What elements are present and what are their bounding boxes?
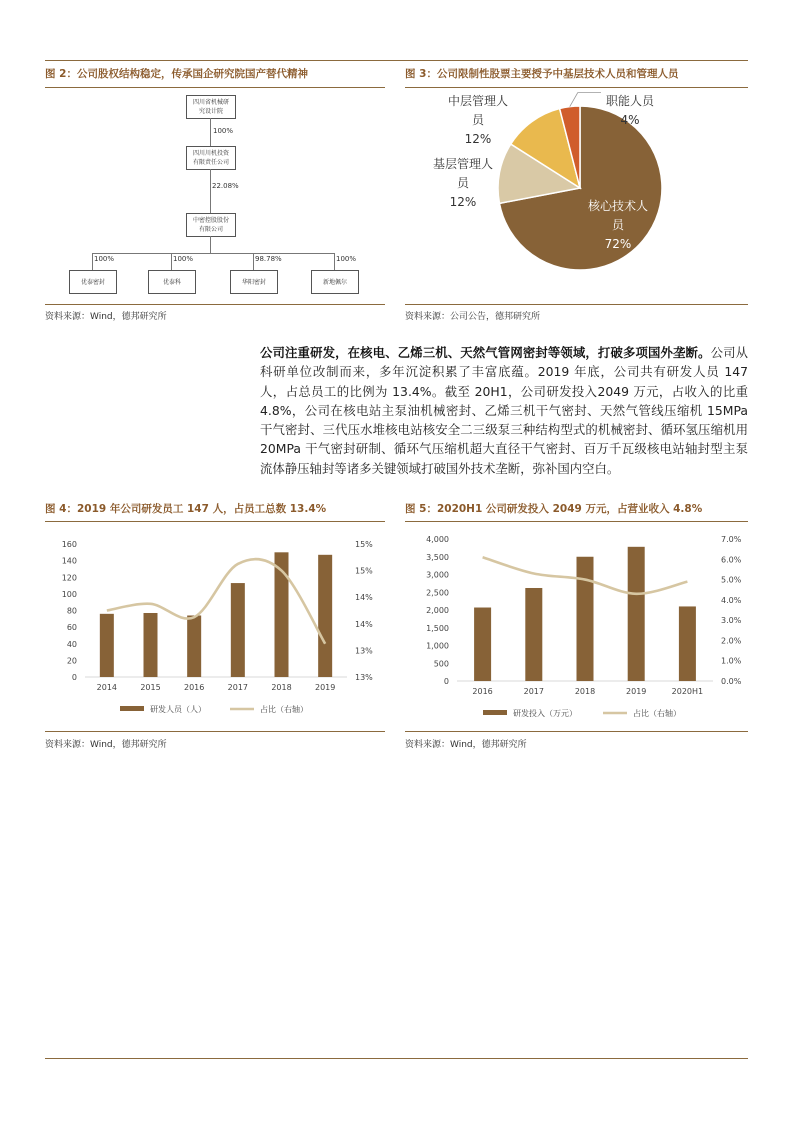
y2-tick-2: 14%: [355, 619, 373, 629]
pie-label-1-1: 员: [456, 176, 470, 190]
sub-box-4: 新地佩尔: [311, 270, 359, 294]
ownership-company-line2: 有限公司: [198, 226, 223, 233]
x-tick-2019: 2019: [626, 687, 647, 696]
bar-2017: [231, 583, 245, 677]
legend-bar-label: 研发人员（人）: [150, 705, 206, 714]
y2-tick-5: 15%: [355, 540, 373, 549]
sub-pct-4: 100%: [336, 255, 357, 263]
fig5-bottom-rule: [405, 731, 748, 732]
ownership-pct-top: 100%: [213, 127, 234, 135]
legend-line-label: 占比（右轴）: [633, 709, 681, 718]
ownership-branch-4: [334, 253, 335, 270]
pie-leader-line: [570, 93, 601, 107]
x-tick-2014: 2014: [96, 683, 118, 692]
x-tick-2017: 2017: [523, 687, 544, 696]
y-tick-8: 160: [61, 540, 77, 549]
y-tick-8: 4,000: [426, 535, 449, 544]
ownership-top-line1: 四川省机械研: [192, 99, 229, 106]
fig4-title: 图 4：2019 年公司研发员工 147 人，占员工总数 13.4%: [45, 503, 327, 515]
y-tick-7: 3,500: [426, 552, 449, 562]
y2-tick-6: 6.0%: [721, 555, 742, 565]
fig5-title: 图 5：2020H1 公司研发投入 2049 万元，占营业收入 4.8%: [405, 503, 703, 515]
ownership-branch-3: [253, 253, 254, 270]
pie-label-0-1: 员: [611, 218, 625, 232]
ownership-company-box: [186, 213, 236, 237]
y-tick-3: 60: [66, 623, 77, 633]
ownership-branch-1: [92, 253, 93, 270]
fig3-bottom-rule: [405, 304, 748, 305]
ownership-top-box: [186, 95, 236, 119]
legend-bar-label: 研发投入（万元）: [513, 709, 577, 718]
ownership-mid-box: [186, 146, 236, 170]
y2-tick-0: 13%: [355, 673, 373, 682]
ownership-mid-line2: 有限责任公司: [192, 159, 229, 166]
y-tick-4: 80: [66, 606, 77, 616]
ownership-link-1: [210, 118, 211, 146]
sub-box-2: 优泰科: [148, 270, 196, 294]
ownership-pct-mid: 22.08%: [212, 182, 239, 190]
ownership-link-3: [210, 236, 211, 253]
fig2-title-rule: [45, 87, 385, 88]
rd-investment-chart: [405, 528, 748, 728]
pie-label-1-2: 12%: [449, 195, 477, 209]
x-tick-2017: 2017: [227, 683, 249, 692]
legend-bar-swatch: [120, 706, 144, 711]
x-tick-2016: 2016: [472, 687, 493, 696]
bar-2020H1: [679, 606, 696, 681]
legend-line-label: 占比（右轴）: [260, 705, 308, 714]
y-tick-6: 120: [61, 573, 77, 583]
legend-bar-swatch: [483, 710, 507, 715]
x-tick-2019: 2019: [314, 683, 336, 692]
y-tick-5: 2,500: [426, 588, 449, 598]
footer-rule: [45, 1058, 748, 1059]
bar-2014: [100, 614, 114, 677]
ownership-mid-line1: 四川川机投资: [192, 150, 229, 157]
x-tick-2015: 2015: [140, 683, 161, 692]
y-tick-5: 100: [61, 589, 77, 599]
sub-box-3: 华阳密封: [230, 270, 278, 294]
ownership-company-line1: 中密控股股份: [192, 217, 229, 224]
y2-tick-3: 3.0%: [721, 616, 742, 626]
y2-tick-3: 14%: [355, 593, 373, 603]
x-tick-2020H1: 2020H1: [671, 687, 704, 696]
y2-tick-5: 5.0%: [721, 575, 742, 585]
fig4-source: 资料来源：Wind，德邦研究所: [45, 740, 167, 750]
y-tick-6: 3,000: [426, 570, 449, 580]
y2-tick-1: 13%: [355, 646, 373, 656]
pie-label-0-2: 72%: [604, 237, 632, 251]
ownership-top-line2: 究设计院: [198, 108, 223, 115]
bar-2019: [318, 555, 332, 677]
bar-2016: [187, 615, 201, 677]
fig2-title: 图 2：公司股权结构稳定，传承国企研究院国产替代精神: [45, 68, 308, 80]
x-tick-2018: 2018: [574, 687, 596, 696]
sub-pct-3: 98.78%: [255, 255, 282, 263]
x-tick-2016: 2016: [183, 683, 205, 692]
y-tick-2: 40: [66, 639, 77, 649]
fig5-title-rule: [405, 521, 748, 522]
y-tick-1: 500: [433, 659, 449, 669]
y2-tick-4: 4.0%: [721, 595, 742, 605]
sub-pct-1: 100%: [94, 255, 115, 263]
pie-chart: [405, 88, 748, 302]
pie-label-0-0: 核心技术人: [587, 199, 649, 213]
fig2-bottom-rule: [45, 304, 385, 305]
sub-pct-2: 100%: [173, 255, 194, 263]
rd-paragraph: [260, 343, 748, 478]
y2-tick-4: 15%: [355, 566, 373, 576]
y-tick-2: 1,000: [426, 641, 449, 651]
bar-2016: [474, 608, 491, 681]
pie-label-3-1: 4%: [620, 113, 640, 127]
bar-2015: [144, 613, 158, 677]
ownership-link-2: [210, 169, 211, 213]
ownership-branch-2: [171, 253, 172, 270]
fig3-title: 图 3：公司限制性股票主要授予中基层技术人员和管理人员: [405, 68, 679, 80]
y2-tick-2: 2.0%: [721, 636, 742, 646]
y-tick-4: 2,000: [426, 606, 449, 615]
pie-label-2-2: 12%: [464, 132, 492, 146]
y-tick-0: 0: [443, 677, 449, 686]
rd-staff-chart: [45, 528, 385, 728]
x-tick-2018: 2018: [271, 683, 292, 692]
fig3-source: 资料来源：公司公告，德邦研究所: [405, 312, 541, 322]
bar-2019: [628, 547, 645, 681]
header-rule: [45, 60, 748, 61]
pie-label-2-1: 员: [471, 113, 485, 127]
ownership-branch-bar: [92, 253, 335, 254]
rd-paragraph-body: 公司从科研单位改制而来，多年沉淀积累了丰富底蕴。2019 年底，公司共有研发人员 147 人，占总员工的比例为 13.4%。截至 20H1，公司研发投入2049 万元，占收入的比重 4.8%，公司在核电站主泵油机械密封、乙烯三机干气密封、天然气管线压缩机 15MPa 干气密封、三代压水堆核电站核安全二三级泵三种结构型式的机械密封、循环氢压缩机用 20MPa 干气密封研制、循环气压缩机超大直径干气密封、百万千瓦级核电站轴封型主泵流体静压轴封等诸多关键领域打破国外技术垄断，弥补国内空白。: [260, 345, 749, 476]
pie-label-2-0: 中层管理人: [447, 94, 509, 108]
fig4-bottom-rule: [45, 731, 385, 732]
bar-2018: [577, 557, 594, 681]
y2-tick-0: 0.0%: [721, 677, 742, 686]
fig5-source: 资料来源：Wind，德邦研究所: [405, 740, 527, 750]
fig4-title-rule: [45, 521, 385, 522]
y2-tick-7: 7.0%: [721, 535, 742, 544]
y-tick-1: 20: [66, 656, 77, 666]
y-tick-7: 140: [61, 556, 77, 566]
rd-paragraph-lead: 公司注重研发，在核电、乙烯三机、天然气管网密封等领域，打破多项国外垄断。: [260, 345, 711, 360]
pie-label-3-0: 职能人员: [605, 94, 655, 108]
fig2-source: 资料来源：Wind，德邦研究所: [45, 312, 167, 322]
pie-label-1-0: 基层管理人: [432, 157, 494, 171]
y-tick-0: 0: [71, 673, 77, 682]
y2-tick-1: 1.0%: [721, 656, 742, 666]
sub-box-1: 优泰密封: [69, 270, 117, 294]
y-tick-3: 1,500: [426, 623, 449, 633]
ratio-line: [107, 559, 325, 644]
bar-2017: [525, 588, 542, 681]
